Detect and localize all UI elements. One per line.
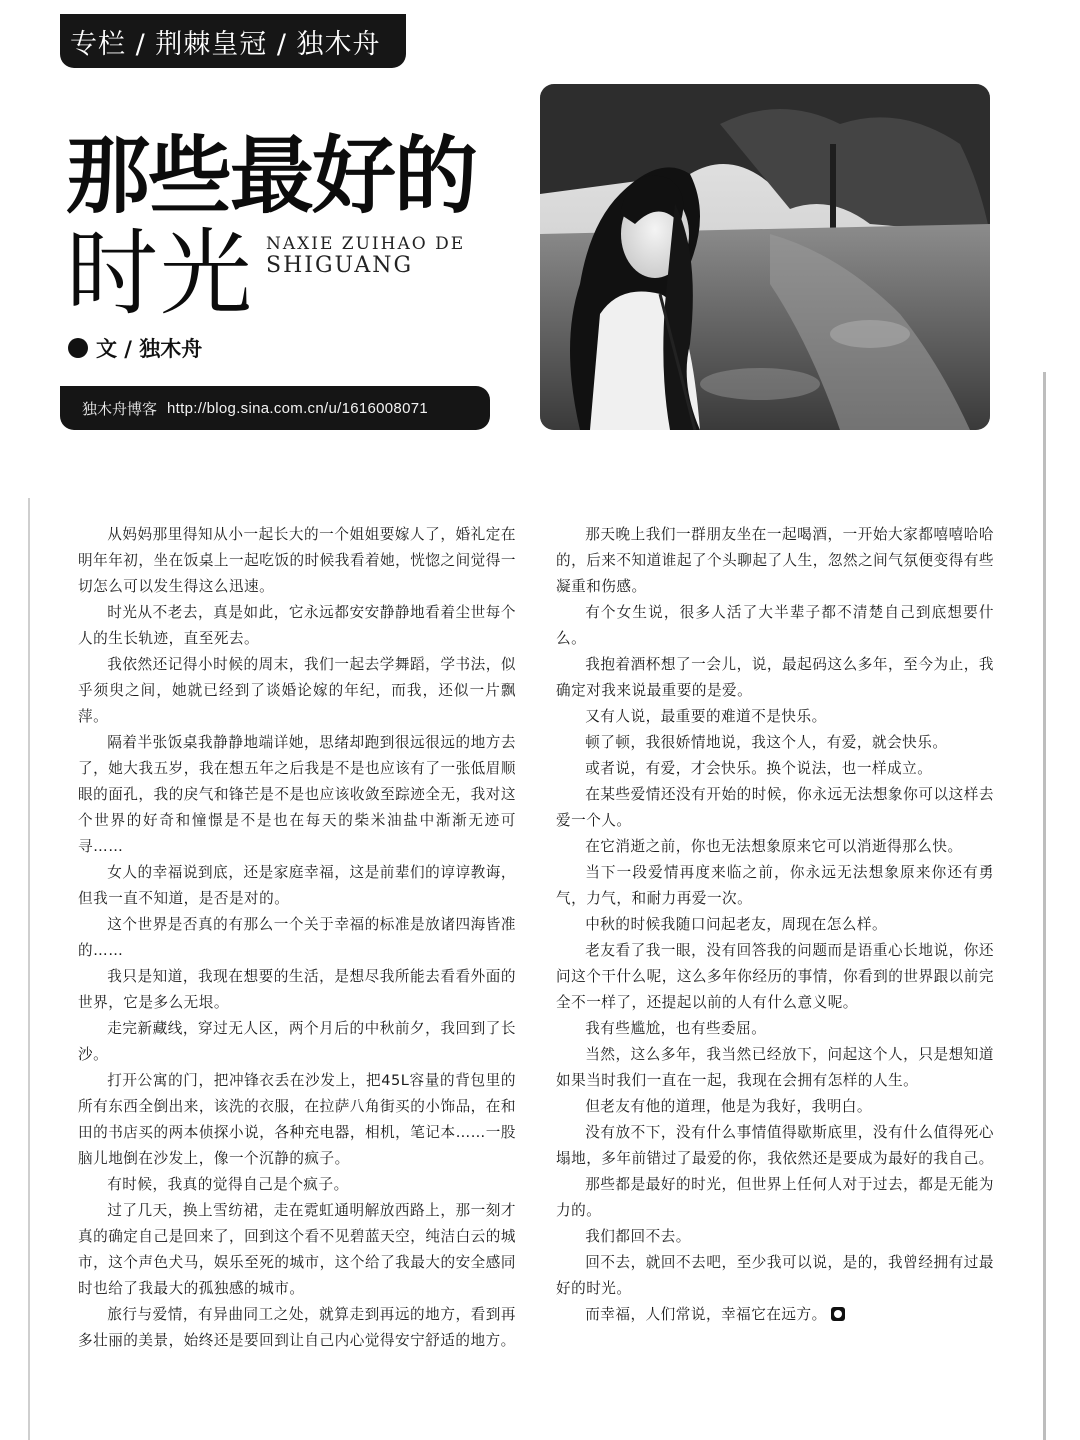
- article-left-column: [78, 522, 516, 1354]
- paragraph: 有个女生说，很多人活了大半辈子都不清楚自己到底想要什么。: [556, 604, 994, 647]
- blog-url-link[interactable]: http://blog.sina.com.cn/u/1616008071: [167, 399, 428, 417]
- portrait-photo-icon: [540, 84, 990, 430]
- page-edge-right: [1043, 372, 1046, 1440]
- blog-label: 独木舟博客: [82, 399, 158, 418]
- paragraph: 女人的幸福说到底，还是家庭幸福，这是前辈们的谆谆教诲，但我一直不知道，是否是对的。: [78, 864, 516, 907]
- paragraph: 而幸福，人们常说，幸福它在远方。: [556, 1302, 994, 1328]
- paragraph: 打开公寓的门，把冲锋衣丢在沙发上，把45L容量的背包里的所有东西全倒出来，该洗的衣服，在拉萨八角街买的小饰品，在和田的书店买的两本侦探小说，各种充电器，相机，笔记本……一股脑儿地倒在沙发上，像一个沉静的疯子。: [78, 1072, 516, 1167]
- paragraph: 老友看了我一眼，没有回答我的问题而是语重心长地说，你还问这个干什么呢，这么多年你经历的事情，你看到的世界跟以前完全不一样了，还提起以前的人有什么意义呢。: [556, 942, 994, 1011]
- pinyin-line1: NAXIE ZUIHAO DE: [266, 234, 466, 254]
- paragraph: 那些都是最好的时光，但世界上任何人对于过去，都是无能为力的。: [556, 1176, 994, 1219]
- bullet-dot-icon: [68, 338, 88, 358]
- byline-text: 文 / 独木舟: [96, 336, 203, 361]
- paragraph: 那天晚上我们一群朋友坐在一起喝酒，一开始大家都嘻嘻哈哈的，后来不知道谁起了个头聊起了人生，忽然之间气氛便变得有些凝重和伤感。: [556, 526, 994, 595]
- paragraph: 从妈妈那里得知从小一起长大的一个姐姐要嫁人了，婚礼定在明年年初，坐在饭桌上一起吃饭的时候我看着她，恍惚之间觉得一切怎么可以发生得这么迅速。: [78, 526, 516, 595]
- article-title-line1: 那些最好的: [66, 127, 477, 225]
- article-right-column: [556, 522, 994, 1328]
- byline: [68, 333, 202, 363]
- title-pinyin: [266, 236, 465, 277]
- paragraph: 我抱着酒杯想了一会儿，说，最起码这么多年，至今为止，我确定对我来说最重要的是爱。: [556, 656, 994, 699]
- paragraph: 隔着半张饭桌我静静地端详她，思绪却跑到很远很远的地方去了，她大我五岁，我在想五年之后我是不是也应该有了一张低眉顺眼的面孔，我的戾气和锋芒是不是也应该收敛至踪迹全无，我对这个世界的好奇和憧憬是不是也在每天的柴米油盐中渐渐无迹可寻……: [78, 734, 516, 855]
- paragraph: 又有人说，最重要的难道不是快乐。: [585, 708, 827, 725]
- paragraph: 旅行与爱情，有异曲同工之处，就算走到再远的地方，看到再多壮丽的美景，始终还是要回到让自己内心觉得安宁舒适的地方。: [78, 1306, 516, 1349]
- paragraph: 但老友有他的道理，他是为我好，我明白。: [585, 1098, 872, 1115]
- paragraph: 当然，这么多年，我当然已经放下，问起这个人，只是想知道如果当时我们一直在一起，我现在会拥有怎样的人生。: [556, 1046, 994, 1089]
- paragraph: 我依然还记得小时候的周末，我们一起去学舞蹈，学书法，似乎须臾之间，她就已经到了谈婚论嫁的年纪，而我，还似一片飘萍。: [78, 656, 516, 725]
- paragraph: 这个世界是否真的有那么一个关于幸福的标准是放诸四海皆准的……: [78, 916, 516, 959]
- pinyin-line2: SHIGUANG: [266, 253, 414, 278]
- paragraph: 走完新藏线，穿过无人区，两个月后的中秋前夕，我回到了长沙。: [78, 1020, 516, 1063]
- paragraph: 或者说，有爱，才会快乐。换个说法，也一样成立。: [585, 760, 933, 777]
- paragraph: 顿了顿，我很娇情地说，我这个人，有爱，就会快乐。: [585, 734, 948, 751]
- paragraph: 当下一段爱情再度来临之前，你永远无法想象原来你还有勇气，力气，和耐力再爱一次。: [556, 864, 994, 907]
- paragraph: 过了几天，换上雪纺裙，走在霓虹通明解放西路上，那一刻才真的确定自己是回来了，回到这个看不见碧蓝天空，纯洁白云的城市，这个声色犬马，娱乐至死的城市，这个给了我最大的安全感同时也给了我最大的孤独感的城市。: [78, 1202, 516, 1297]
- paragraph: 有时候，我真的觉得自己是个疯子。: [107, 1176, 349, 1193]
- paragraph: 在某些爱情还没有开始的时候，你永远无法想象你可以这样去爱一个人。: [556, 786, 994, 829]
- paragraph: 时光从不老去，真是如此，它永远都安安静静地看着尘世每个人的生长轨迹，直至死去。: [78, 604, 516, 647]
- page-edge-left: [28, 498, 30, 1440]
- paragraph: 中秋的时候我随口问起老友，周现在怎么样。: [585, 916, 888, 933]
- paragraph: 在它消逝之前，你也无法想象原来它可以消逝得那么快。: [585, 838, 963, 855]
- paragraph: 回不去，就回不去吧，至少我可以说，是的，我曾经拥有过最好的时光。: [556, 1254, 994, 1297]
- paragraph: 我们都回不去。: [585, 1228, 691, 1245]
- end-mark-icon: [831, 1307, 845, 1321]
- blog-bar: [60, 386, 490, 430]
- article-title-line2: 时光: [66, 218, 255, 329]
- column-tag-text: 专栏 / 荆棘皇冠 / 独木舟: [70, 28, 381, 60]
- paragraph: 我有些尴尬，也有些委屈。: [585, 1020, 767, 1037]
- column-tag: [60, 14, 406, 68]
- paragraph: 没有放不下，没有什么事情值得歇斯底里，没有什么值得死心塌地，多年前错过了最爱的你，我依然还是要成为最好的我自己。: [556, 1124, 994, 1167]
- paragraph: 我只是知道，我现在想要的生活，是想尽我所能去看看外面的世界，它是多么无垠。: [78, 968, 516, 1011]
- author-photo: [540, 84, 990, 430]
